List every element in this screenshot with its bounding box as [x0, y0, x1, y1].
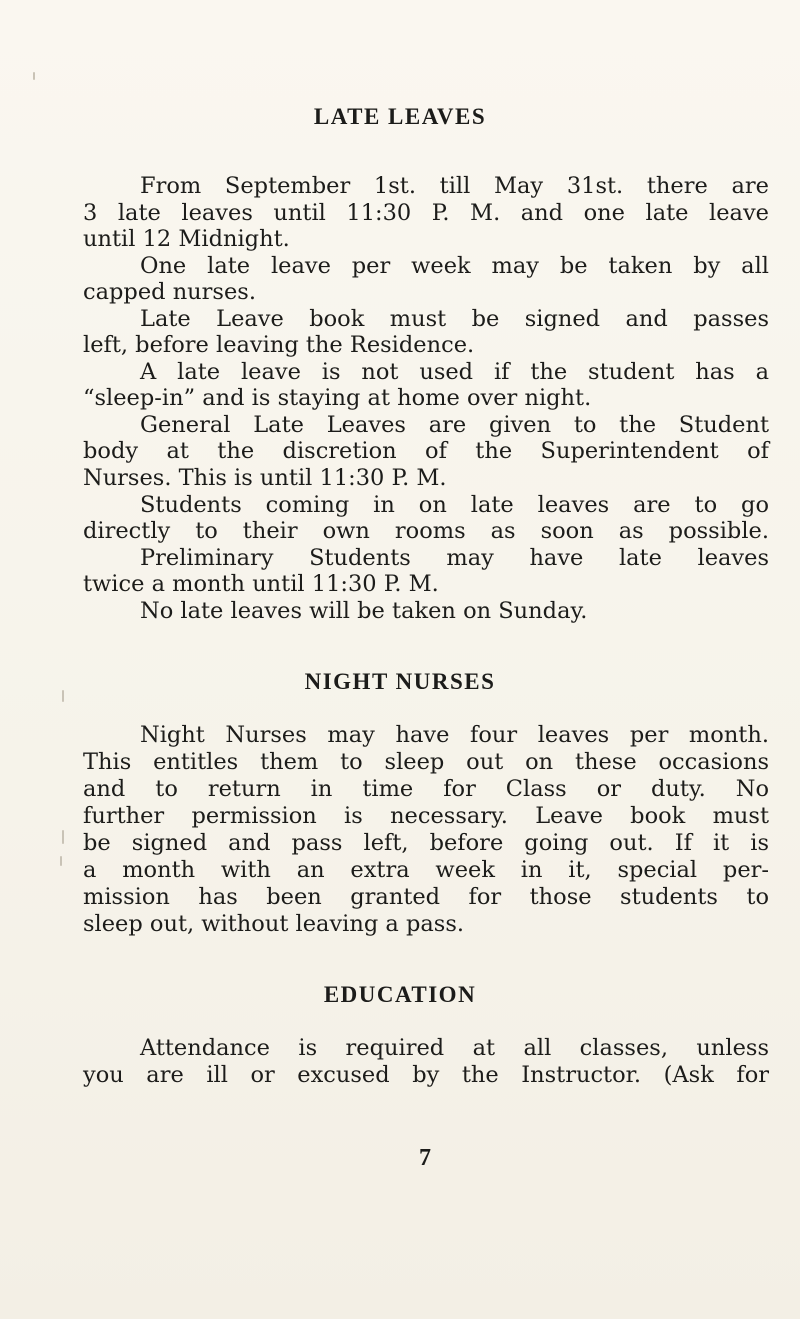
section-title-night-nurses: NIGHT NURSES — [304, 669, 496, 694]
paragraph-line: No late leaves will be taken on Sunday. — [140, 598, 588, 624]
paragraph-line: A late leave is not used if the student has a — [140, 359, 769, 385]
paragraph-line: further permission is necessary. Leave book must — [83, 803, 769, 829]
paragraph-line: Students coming in on late leaves are to go — [140, 492, 769, 518]
paragraph-line: capped nurses. — [83, 279, 256, 305]
paragraph-line: twice a month until 11:30 P. M. — [83, 571, 439, 597]
paragraph-line: This entitles them to sleep out on these occasions — [83, 749, 769, 775]
paragraph-line: directly to their own rooms as soon as possible. — [83, 518, 769, 544]
paragraph-line: Nurses. This is until 11:30 P. M. — [83, 465, 447, 491]
paragraph-line: sleep out, without leaving a pass. — [83, 911, 465, 937]
paragraph-line: General Late Leaves are given to the Student — [140, 412, 769, 438]
paper-speck — [33, 72, 35, 80]
paragraph-line: until 12 Midnight. — [83, 226, 290, 252]
section-title-education: EDUCATION — [323, 982, 477, 1007]
paragraph-line: Night Nurses may have four leaves per month. — [140, 722, 769, 748]
paragraph-line: From September 1st. till May 31st. there are — [140, 173, 769, 199]
paragraph-line: and to return in time for Class or duty. No — [83, 776, 769, 802]
paragraph-line: 3 late leaves until 11:30 P. M. and one late leave — [83, 200, 769, 226]
paragraph-line: Attendance is required at all classes, unless — [140, 1035, 769, 1061]
paragraph-line: left, before leaving the Residence. — [83, 332, 475, 358]
paragraph-line: mission has been granted for those students to — [83, 884, 769, 910]
paragraph-line: you are ill or excused by the Instructor. (Ask for — [83, 1062, 769, 1088]
paragraph-line: Late Leave book must be signed and passes — [140, 306, 769, 332]
section-title-late-leaves: LATE LEAVES — [313, 104, 487, 129]
page-number: 7 — [419, 1145, 431, 1171]
paragraph-line: Preliminary Students may have late leaves — [140, 545, 769, 571]
paper-speck — [62, 830, 64, 844]
paper-speck — [60, 856, 62, 866]
paragraph-line: body at the discretion of the Superintendent of — [83, 438, 769, 464]
paragraph-line: One late leave per week may be taken by all — [140, 253, 769, 279]
paragraph-line: be signed and pass left, before going out. If it is — [83, 830, 769, 856]
paragraph-line: “sleep-in” and is staying at home over night. — [83, 385, 592, 411]
paragraph-line: a month with an extra week in it, special per- — [83, 857, 769, 883]
